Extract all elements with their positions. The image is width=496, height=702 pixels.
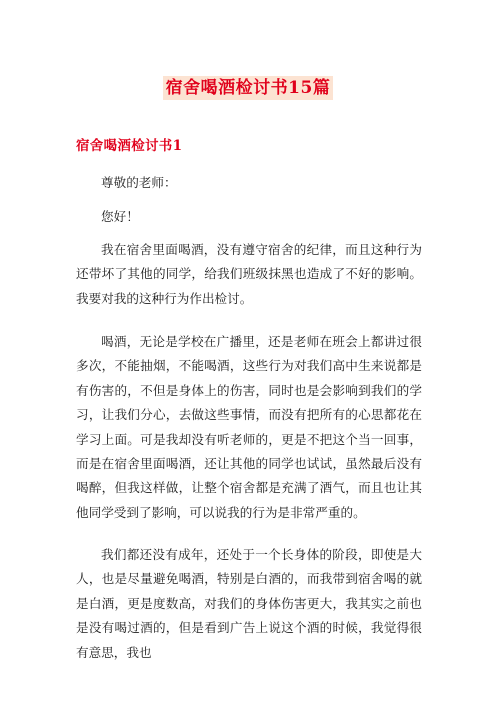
title-container bbox=[0, 76, 496, 100]
section-heading: 宿舍喝酒检讨书1 bbox=[76, 138, 183, 154]
body-paragraph: 喝酒，无论是学校在广播里，还是老师在班会上都讲过很多次，不能抽烟，不能喝酒，这些行为对我们高中生来说都是有伤害的，不但是身体上的伤害，同时也是会影响到我们的学习，让我们分心，去做这些事情，而没有把所有的心思都花在学习上面。可是我却没有听老师的，更是不把这个当一回事，而是在宿舍里面喝酒，还让其他的同学也试试，虽然最后没有喝醉，但我这样做，让整个宿舍都是充满了酒气，而且也让其他同学受到了影响，可以说我的行为是非常严重的。 bbox=[76, 334, 422, 520]
greeting: 您好！ bbox=[101, 209, 139, 224]
salutation: 尊敬的老师： bbox=[101, 175, 177, 190]
body-paragraph: 我们都还没有成年，还处于一个长身体的阶段，即使是大人，也是尽量避免喝酒，特别是白酒的，而我带到宿舍喝的就是白酒，更是度数高，对我们的身体伤害更大，我其实之前也是没有喝过酒的，但是看到广告上说这个酒的时候，我觉得很有意思，我也 bbox=[76, 547, 422, 660]
body-paragraph: 我在宿舍里面喝酒，没有遵守宿舍的纪律，而且这种行为还带坏了其他的同学，给我们班级抹黑也造成了不好的影响。我要对我的这种行为作出检讨。 bbox=[76, 242, 422, 306]
document-title: 宿舍喝酒检讨书15篇 bbox=[163, 76, 334, 100]
